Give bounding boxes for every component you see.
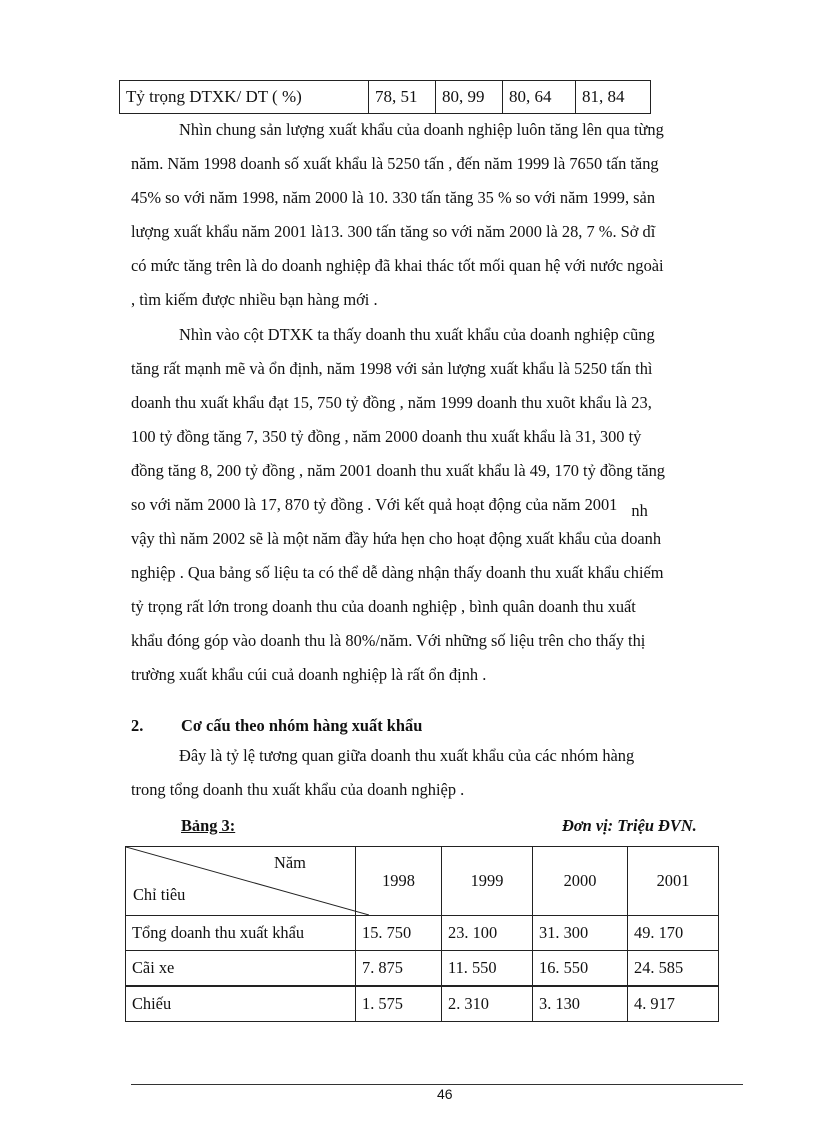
year-header: 1999	[442, 847, 533, 916]
year-header: 2000	[533, 847, 628, 916]
table-cell: 24. 585	[628, 951, 719, 987]
ratio-value: 81, 84	[576, 81, 651, 114]
table-row	[126, 951, 719, 987]
text-line: doanh thu xuất khẩu đạt 15, 750 tỷ đồng , năm 1999 doanh thu xuõt khẩu là 23,	[131, 393, 652, 412]
text-line: Nhìn chung sản lượng xuất khẩu của doanh nghiệp luôn tăng lên qua từng	[179, 120, 664, 139]
text-line: lượng xuất khẩu năm 2001 là13. 300 tấn tăng so với năm 2000 là 28, 7 %. Sở dĩ	[131, 222, 656, 241]
ratio-label: Tỷ trọng DTXK/ DT ( %)	[120, 81, 369, 114]
text-line: có mức tăng trên là do doanh nghiệp đã khai thác tốt mối quan hệ với nước ngoài	[131, 256, 664, 275]
table-cell: 49. 170	[628, 916, 719, 951]
text-span: so với năm 2000 là 17, 870 tỷ đồng . Với kết quả hoạt động của năm 2001	[131, 495, 618, 514]
export-structure-table	[125, 846, 719, 1022]
text-line: nghiệp . Qua bảng số liệu ta có thể dễ dàng nhận thấy doanh thu xuất khẩu chiếm	[131, 563, 664, 582]
table-caption: Bảng 3:	[181, 816, 236, 835]
ratio-value: 80, 64	[503, 81, 576, 114]
table-row	[126, 916, 719, 951]
text-line: 100 tỷ đồng tăng 7, 350 tỷ đồng , năm 2000 doanh thu xuất khẩu là 31, 300 tỷ	[131, 427, 642, 446]
ratio-value: 80, 99	[436, 81, 503, 114]
row-label: Chiếu	[126, 986, 356, 1022]
header-year-label: Năm	[274, 853, 306, 872]
year-header: 2001	[628, 847, 719, 916]
table-cell: 16. 550	[533, 951, 628, 987]
footer-rule	[131, 1084, 743, 1085]
text-line: , tìm kiếm được nhiều bạn hàng mới .	[131, 290, 378, 309]
row-label: Tổng doanh thu xuất khẩu	[126, 916, 356, 951]
table-header-row	[126, 847, 719, 916]
text-line	[131, 488, 741, 522]
table-cell: 4. 917	[628, 986, 719, 1022]
table-cell: 3. 130	[533, 986, 628, 1022]
text-line: Đây là tỷ lệ tương quan giữa doanh thu xuất khẩu của các nhóm hàng	[179, 746, 635, 765]
section-heading	[131, 716, 422, 736]
ratio-table	[119, 80, 651, 114]
table-cell: 1. 575	[356, 986, 442, 1022]
header-indicator-label: Chỉ tiêu	[133, 885, 186, 904]
text-line: tăng rất mạnh mẽ và ổn định, năm 1998 với sản lượng xuất khẩu là 5250 tấn thì	[131, 359, 653, 378]
table-cell: 11. 550	[442, 951, 533, 987]
table-cell: 7. 875	[356, 951, 442, 987]
text-line: 45% so với năm 1998, năm 2000 là 10. 330 tấn tăng 35 % so với năm 1999, sản	[131, 188, 656, 207]
ratio-row	[120, 81, 651, 114]
text-line: Nhìn vào cột DTXK ta thấy doanh thu xuất khẩu của doanh nghiệp cũng	[179, 325, 655, 344]
table-cell: 2. 310	[442, 986, 533, 1022]
page-number: 46	[437, 1086, 453, 1102]
ratio-value: 78, 51	[369, 81, 436, 114]
text-line: trường xuất khẩu cúi cuả doanh nghiệp là rất ổn định .	[131, 665, 487, 684]
table-cell: 31. 300	[533, 916, 628, 951]
year-header: 1998	[356, 847, 442, 916]
text-line: khẩu đóng góp vào doanh thu là 80%/năm. Với những số liệu trên cho thấy thị	[131, 631, 646, 650]
text-line: tỷ trọng rất lớn trong doanh thu của doanh nghiệp , bình quân doanh thu xuất	[131, 597, 636, 616]
section-number: 2.	[131, 716, 144, 735]
text-line: đồng tăng 8, 200 tỷ đồng , năm 2001 doanh thu xuất khẩu là 49, 170 tỷ đồng tăng	[131, 461, 665, 480]
text-line: trong tổng doanh thu xuất khẩu của doanh nghiệp .	[131, 780, 465, 799]
text-line: năm. Năm 1998 doanh số xuất khẩu là 5250 tấn , đến năm 1999 là 7650 tấn tăng	[131, 154, 659, 173]
paragraph-3	[131, 739, 741, 807]
diagonal-header-cell	[126, 847, 356, 916]
paragraph-2	[131, 318, 741, 692]
section-title: Cơ cấu theo nhóm hàng xuất khẩu	[181, 716, 423, 735]
text-line: vậy thì năm 2002 sẽ là một năm đầy hứa hẹn cho hoạt động xuất khẩu của doanh	[131, 529, 662, 548]
text-fragment: nh	[631, 501, 648, 520]
row-label: Cãi xe	[126, 951, 356, 987]
table-cell: 15. 750	[356, 916, 442, 951]
table-unit: Đơn vị: Triệu ĐVN.	[562, 816, 697, 835]
table-row	[126, 986, 719, 1022]
paragraph-1	[131, 113, 741, 317]
table-cell: 23. 100	[442, 916, 533, 951]
